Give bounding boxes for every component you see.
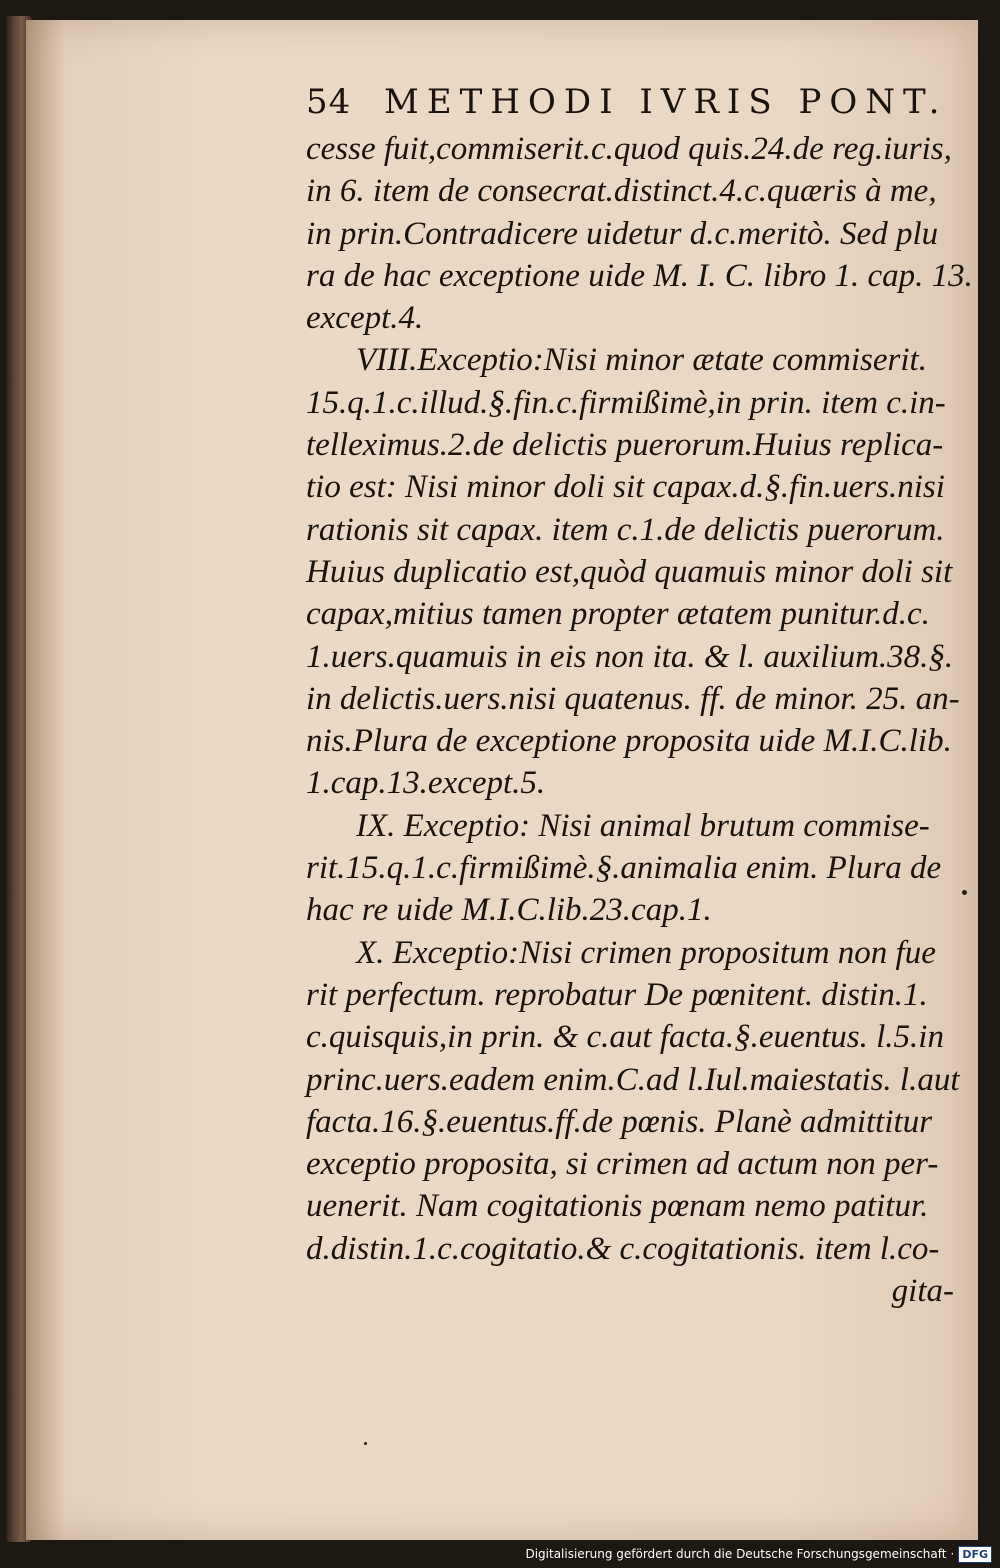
text-line: nis.Plura de exceptione proposita uide M.I.C.lib.	[306, 723, 952, 760]
text-line: except.4.	[306, 300, 424, 337]
text-line: rit.15.q.1.c.firmißimè.§.animalia enim. Plura de	[306, 850, 942, 887]
text-line: uenerit. Nam cogitationis pœnam nemo patitur.	[306, 1188, 929, 1225]
text-line: in delictis.uers.nisi quatenus. ff. de minor. 25. an-	[306, 680, 960, 717]
text-line: gita-	[891, 1273, 954, 1310]
text-line: in prin.Contradicere uidetur d.c.meritò. Sed plu	[306, 215, 939, 252]
page-number: 54	[306, 82, 352, 122]
footer-credit	[525, 1543, 992, 1565]
text-line: ra de hac exceptione uide M. I. C. libro 1. cap. 13.	[306, 257, 973, 294]
text-line: 1.uers.quamuis in eis non ita. & l. auxilium.38.§.	[306, 638, 954, 675]
footer-text: Digitalisierung gefördert durch die Deutsche Forschungsgemeinschaft	[525, 1547, 947, 1561]
page-header	[306, 80, 946, 124]
text-line: d.distin.1.c.cogitatio.& c.cogitationis. item l.co-	[306, 1230, 940, 1267]
text-line: rit perfectum. reprobatur De pœnitent. distin.1.	[306, 976, 928, 1013]
text-line: exceptio proposita, si crimen ad actum non per-	[306, 1146, 939, 1183]
text-line: 15.q.1.c.illud.§.fin.c.firmißimè,in prin. item c.in-	[306, 384, 946, 421]
running-title: METHODI IVRIS PONT.	[384, 82, 948, 122]
text-line: Huius duplicatio est,quòd quamuis minor doli sit	[306, 553, 953, 590]
text-line: facta.16.§.euentus.ff.de pœnis. Planè admittitur	[306, 1103, 933, 1140]
footer-separator: ·	[950, 1547, 955, 1561]
text-line: rationis sit capax. item c.1.de delictis puerorum.	[306, 511, 945, 548]
ink-speck	[364, 1442, 367, 1445]
text-line: c.quisquis,in prin. & c.aut facta.§.euentus. l.5.in	[306, 1019, 944, 1056]
text-line: princ.uers.eadem enim.C.ad l.Iul.maiestatis. l.aut	[306, 1061, 960, 1098]
text-line: telleximus.2.de delictis puerorum.Huius replica-	[306, 427, 944, 464]
ink-speck	[962, 890, 967, 895]
text-line: VIII.Exceptio:Nisi minor ætate commiserit.	[356, 342, 927, 379]
text-line: in 6. item de consecrat.distinct.4.c.quæris à me,	[306, 173, 937, 210]
text-line: hac re uide M.I.C.lib.23.cap.1.	[306, 892, 712, 929]
text-line: X. Exceptio:Nisi crimen propositum non fue	[356, 934, 936, 971]
body-text	[306, 128, 973, 1312]
text-line: tio est: Nisi minor doli sit capax.d.§.fin.uers.nisi	[306, 469, 945, 506]
text-line: cesse fuit,commiserit.c.quod quis.24.de reg.iuris,	[306, 131, 952, 167]
text-line: IX. Exceptio: Nisi animal brutum commise-	[356, 807, 930, 844]
dfg-logo-icon: DFG	[958, 1546, 992, 1563]
text-line: capax,mitius tamen propter ætatem punitur.d.c.	[306, 596, 930, 633]
text-line: 1.cap.13.except.5.	[306, 765, 546, 802]
